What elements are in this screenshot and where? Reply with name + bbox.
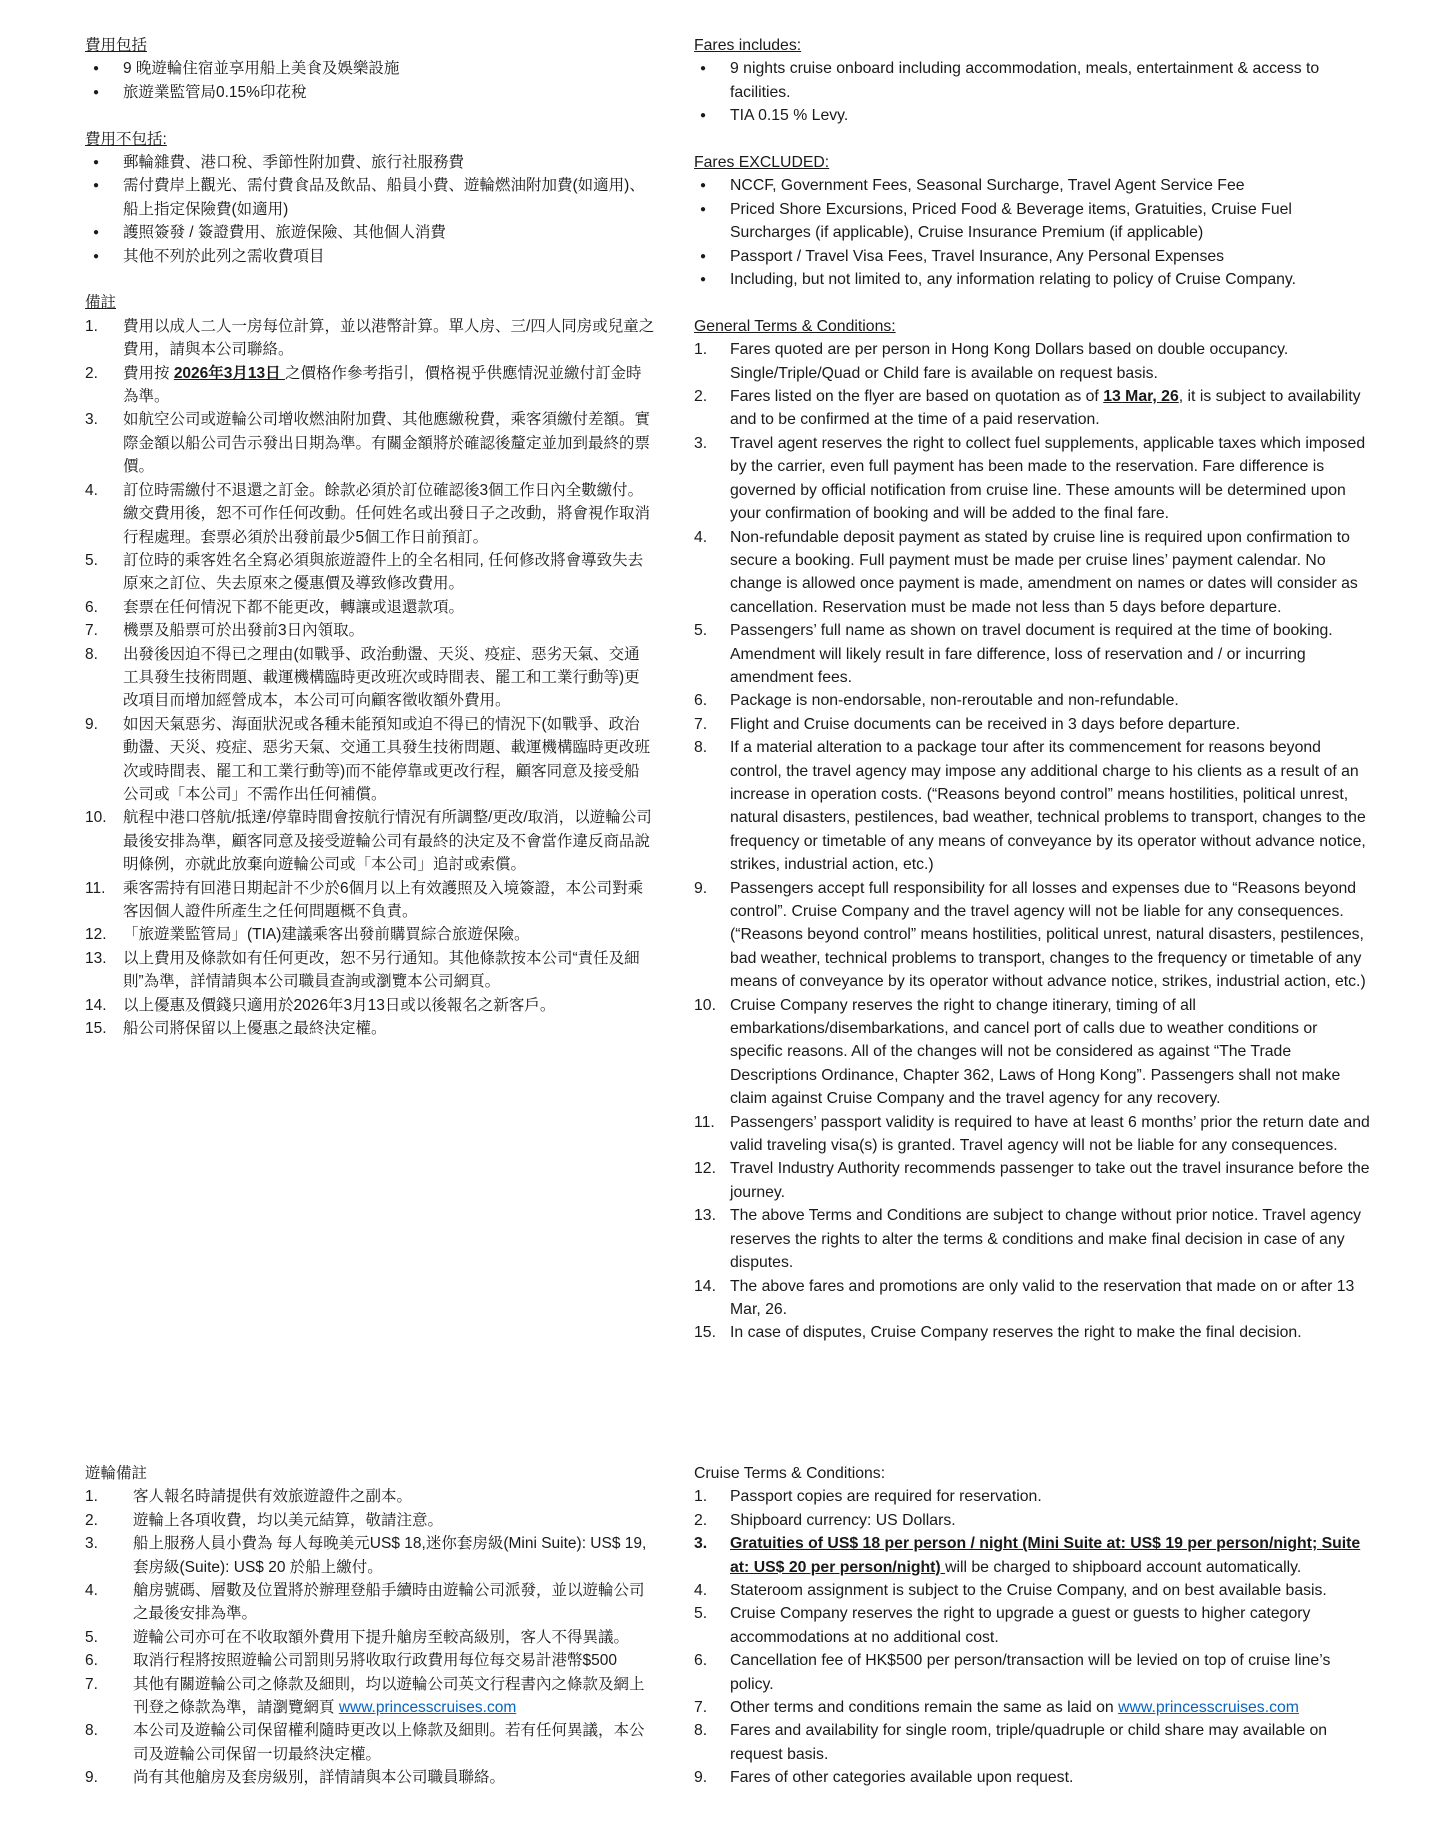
text-segment: 航程中港口啓航/抵達/停靠時間會按航行情況有所調整/更改/取消，以遊輪公司最後安排為準，顧客同意及接受遊輪公司有最終的決定及不會當作違反商品說明條例，亦就此放棄向遊輪公司或「本公司」追討或索償。 [123,809,652,874]
text-segment: Passport copies are required for reservation. [730,1488,1042,1506]
list-item [694,1649,1374,1696]
text-segment: Fares quoted are per person in Hong Kong Dollars based on double occupancy. Single/Triple/Quad or Child fare is available on request basis. [730,341,1289,382]
text-segment: Fares listed on the flyer are based on quotation as of [730,388,1104,406]
item-number: 4. [85,481,98,499]
item-text [730,57,1374,104]
item-number: 6. [85,1652,98,1670]
section-remarks-zh [85,291,655,1040]
item-text [730,385,1374,432]
text-segment: 費用以成人二人一房每位計算，並以港幣計算。單人房、三/四人同房或兒童之費用，請與本公司聯絡。 [123,317,655,359]
text-segment: 其他有關遊輪公司之條款及細則，均以遊輪公司英文行程書內之條款及網上刊登之條款為準，請瀏覽網頁 [133,1675,645,1717]
item-text [730,689,1374,712]
list-item [694,1719,1374,1766]
list-item [694,713,1374,736]
text-segment: 如航空公司或遊輪公司增收燃油附加費、其他應繳稅費，乘客須繳付差額。實際金額以船公司告示發出日期為準。有關金額將於確認後釐定並加到最終的票價。 [123,411,651,476]
list-item [85,713,655,807]
item-text [730,877,1374,994]
list-item [85,1719,655,1766]
item-text [730,198,1374,245]
item-text [730,1766,1374,1789]
section-general-terms-en [694,315,1374,1345]
bullet-icon: ● [700,180,707,192]
list-item [694,174,1374,197]
bullet-icon: ● [700,250,707,262]
item-number: 11. [85,879,106,897]
item-text [123,315,655,362]
item-number: 3. [85,1535,98,1553]
section-fares-exclude-en [694,151,1374,291]
text-segment: 以上費用及條款如有任何更改，恕不另行通知。其他條款按本公司“責任及細則”為準，詳情請與本公司職員查詢或瀏覽本公司網頁。 [123,949,640,991]
item-number: 6. [85,598,98,616]
text-segment: 旅遊業監管局0.15%印花稅 [123,83,307,101]
item-text [730,1111,1374,1158]
item-number: 12. [694,1160,716,1178]
item-number: 8. [85,1722,98,1740]
text-segment: Cancellation fee of HK$500 per person/transaction will be levied on top of cruise line’s policy. [730,1652,1331,1693]
item-number: 15. [694,1324,716,1342]
list-item [85,1579,655,1626]
list-item [85,1017,655,1040]
fares-include-list-en [694,57,1374,127]
item-text [123,408,655,478]
item-number: 9. [694,1769,708,1787]
text-segment: 護照簽發 / 簽證費用、旅遊保險、其他個人消費 [123,224,446,242]
bullet-icon: ● [700,203,707,215]
text-segment: Travel agent reserves the right to collect fuel supplements, applicable taxes which imposed by the carrier, even full payment has been made to the reservation. Fare difference is governed by official notification from cruise line. These amounts will be determined upon your confirmation of booking and will be added to the final fare. [730,434,1366,523]
text-segment: 尚有其他艙房及套房級別，詳情請與本公司職員聯絡。 [133,1769,506,1787]
list-item [694,526,1374,620]
item-text [730,1485,1374,1508]
text-segment: 船上服務人員小費為 每人每晚美元US$ 18,迷你套房級(Mini Suite): US$ 19, 套房級(Suite): US$ 20 於船上繳付。 [133,1535,647,1576]
bullet-icon: ● [93,250,100,262]
list-item [694,268,1374,291]
item-number: 6. [694,692,708,710]
item-text [730,1321,1374,1344]
item-number: 9. [694,879,708,897]
text-segment: 出發後因迫不得已之理由(如戰爭、政治動盪、天災、疫症、惡劣天氣、交通工具發生技術問題、載運機構臨時更改班次或時間表、罷工和工業行動等)更改項目而增加經營成本，本公司可向顧客徵收額外費用。 [123,645,640,710]
item-number: 4. [694,1582,708,1600]
fares-exclude-list-zh [85,151,655,268]
list-item [694,104,1374,127]
text-segment: The above Terms and Conditions are subject to change without prior notice. Travel agency reserves the rights to alter the terms & conditions and make final decision in case of any disputes. [730,1207,1362,1272]
text-segment: 如因天氣惡劣、海面狀況或各種未能預知或迫不得已的情況下(如戰爭、政治動盪、天災、疫症、惡劣天氣、交通工具發生技術問題、載運機構臨時更改班次或時間表、罷工和工業行動等)而不能停靠或更改行程，顧客同意及接受船公司或「本公司」不需作出任何補償。 [123,715,651,803]
text-segment: 機票及船票可於出發前3日內領取。 [123,622,365,640]
item-text [123,596,655,619]
list-item [85,619,655,642]
item-text [123,806,655,876]
item-text [730,1649,1374,1696]
item-text [133,1626,655,1649]
list-item [85,1485,655,1508]
english-column-top [694,34,1374,1345]
item-number: 10. [85,809,107,827]
list-item [694,1485,1374,1508]
list-item [694,245,1374,268]
general-terms-list-en [694,338,1374,1344]
heading-fares-include-zh: 費用包括 [85,37,148,54]
list-item [694,619,1374,689]
list-item [85,923,655,946]
list-item [85,174,655,221]
item-text [123,947,655,994]
item-text [133,1509,655,1532]
text-segment: 套票在任何情況下都不能更改，轉讓或退還款項。 [123,598,465,616]
item-text [730,1602,1374,1649]
list-item [85,151,655,174]
list-item [694,1602,1374,1649]
text-segment: Travel Industry Authority recommends passenger to take out the travel insurance before the journey. [730,1160,1370,1201]
english-column-bottom [694,1462,1374,1790]
item-number: 2. [85,1511,98,1529]
item-text [730,1509,1374,1532]
text-segment: will be charged to shipboard account automatically. [945,1558,1302,1576]
item-text [133,1673,655,1720]
item-text [730,1157,1374,1204]
item-text [133,1485,655,1508]
text-segment: Fares and availability for single room, triple/quadruple or child share may available on request basis. [730,1722,1328,1763]
heading-fares-exclude-zh: 費用不包括: [85,130,167,148]
bullet-icon: ● [93,157,100,169]
text-segment: 船公司將保留以上優惠之最終決定權。 [123,1020,387,1038]
item-text [730,1532,1374,1579]
item-text [730,1719,1374,1766]
text-segment: In case of disputes, Cruise Company reserves the right to make the final decision. [730,1324,1302,1342]
item-number: 2. [85,364,98,382]
item-number: 13. [694,1207,716,1225]
text-segment: Stateroom assignment is subject to the Cruise Company, and on best available basis. [730,1582,1327,1600]
section-cruise-remarks-zh [85,1462,655,1790]
list-item [694,1275,1374,1322]
list-item [85,806,655,876]
list-item [694,1157,1374,1204]
item-number: 12. [85,926,107,944]
bullet-icon: ● [93,180,100,192]
item-text [123,245,655,268]
item-text [123,81,655,104]
text-segment: Passengers’ full name as shown on travel document is required at the time of booking. Amendment will likely result in fare difference, loss of reservation and / or incurring amendment fees. [730,622,1333,686]
item-text [730,1696,1374,1719]
item-text [730,174,1374,197]
list-item [694,1204,1374,1274]
text-segment: 客人報名時請提供有效旅遊證件之副本。 [133,1488,413,1506]
item-number: 14. [694,1277,716,1295]
section-cruise-terms-en [694,1462,1374,1790]
text-segment: 費用按 [123,364,174,382]
text-segment: 9 nights cruise onboard including accommodation, meals, entertainment & access to facilities. [730,60,1320,101]
text-segment: 乘客需持有回港日期起計不少於6個月以上有效護照及入境簽證，本公司對乘客因個人證件所產生之任何問題概不負責。 [123,879,644,920]
text-segment: 遊輪公司亦可在不收取額外費用下提升艙房至較高級別，客人不得異議。 [133,1628,630,1646]
fares-include-list-zh [85,57,655,104]
item-text [133,1766,655,1789]
text-segment: Package is non-endorsable, non-reroutable and non-refundable. [730,692,1179,710]
item-text [123,994,655,1017]
text-segment: Including, but not limited to, any information relating to policy of Cruise Company. [730,271,1297,289]
item-text [133,1532,655,1579]
list-item [85,596,655,619]
list-item [694,1696,1374,1719]
text-segment: Cruise Company reserves the right to change itinerary, timing of all embarkations/disembarkations, and cancel port of calls due to weather conditions or specific reasons. All of the changes will not be considered as against “The Trade Descriptions Ordinance, Chapter 362, Laws of Hong Kong”. Passengers shall not make claim against Cruise Company and the travel agency for any recovery. [730,996,1341,1108]
list-item [694,877,1374,994]
heading-fares-exclude-en: Fares EXCLUDED: [694,154,830,172]
item-text [123,643,655,713]
section-fares-include-zh [85,34,655,104]
item-number: 7. [694,1699,708,1717]
section-fares-include-en [694,34,1374,128]
item-text [123,362,655,409]
item-text [730,104,1374,127]
item-number: 8. [694,1722,708,1740]
bullet-icon: ● [93,63,100,75]
item-number: 5. [694,1605,708,1623]
text-segment: Fares of other categories available upon request. [730,1769,1074,1787]
text-segment: 遊輪上各項收費，均以美元結算，敬請注意。 [133,1511,444,1529]
list-item [85,994,655,1017]
list-item [85,1766,655,1789]
item-text [123,713,655,807]
text-segment: 「旅遊業監管局」(TIA)建議乘客出發前購買綜合旅遊保險。 [123,926,530,944]
item-text [123,619,655,642]
item-number: 8. [85,645,98,663]
item-text [133,1719,655,1766]
item-number: 9. [85,1769,98,1787]
item-number: 4. [85,1582,98,1600]
list-item [694,1509,1374,1532]
item-number: 1. [85,1488,98,1506]
list-item [694,198,1374,245]
list-item [85,643,655,713]
text-segment: 其他不列於此列之需收費項目 [123,247,325,265]
item-number: 7. [694,715,708,733]
item-number: 1. [694,341,708,359]
item-text [123,923,655,946]
item-text [123,877,655,924]
text-segment: Other terms and conditions remain the same as laid on [730,1699,1119,1717]
item-number: 7. [85,1675,98,1693]
item-number: 1. [694,1488,708,1506]
list-item [694,689,1374,712]
list-item [85,947,655,994]
text-segment: 9 晚遊輪住宿並享用船上美食及娛樂設施 [123,60,400,78]
text-segment: TIA 0.15 % Levy. [730,107,849,125]
item-number: 5. [85,551,98,569]
list-item [694,1579,1374,1602]
text-segment: Passengers accept full responsibility for all losses and expenses due to “Reasons beyond control”. Cruise Company and the travel agency will not be liable for any consequences. (“Reasons beyond control” means hostilities, political unrest, natural disasters, pestilences, bad weather, technical problems to transport, changes to the frequency or timetable of any means of conveyance by its operator without advance notice, strikes, industrial action, etc.) [730,879,1366,991]
list-item [85,245,655,268]
list-item [694,338,1374,385]
item-number: 14. [85,996,107,1014]
item-text [133,1649,655,1672]
item-number: 5. [85,1628,98,1646]
list-item [694,385,1374,432]
list-item [85,1626,655,1649]
bullet-icon: ● [93,227,100,239]
text-segment: 取消行程將按照遊輪公司罰則另將收取行政費用每位每交易計港幣$500 [133,1652,617,1670]
text-segment: Flight and Cruise documents can be received in 3 days before departure. [730,715,1241,733]
list-item [694,57,1374,104]
heading-remarks-zh: 備註 [85,294,117,312]
item-text [730,1579,1374,1602]
item-text [730,245,1374,268]
text-segment: Passengers’ passport validity is required to have at least 6 months’ prior the return date and valid traveling visa(s) is granted. Travel agency will not be liable for any consequences. [730,1113,1370,1155]
text-segment: 訂位時的乘客姓名全寫必須與旅遊證件上的全名相同, 任何修改將會導致失去原來之訂位、失去原來之優惠價及導致修改費用。 [123,551,644,593]
item-text [123,479,655,549]
item-text [123,1017,655,1040]
heading-cruise-remarks-zh: 遊輪備註 [85,1465,148,1482]
chinese-column-top [85,34,655,1040]
fares-exclude-list-en [694,174,1374,291]
cruise-remarks-list-zh [85,1485,655,1789]
text-segment: 需付費岸上觀光、需付費食品及飲品、船員小費、遊輪燃油附加費(如適用)、船上指定保險費(如適用) [123,177,645,218]
text-segment: 2026年3月13日 [173,364,285,382]
text-segment: Cruise Company reserves the right to upgrade a guest or guests to higher category accommodations at no additional cost. [730,1605,1311,1646]
list-item [85,57,655,80]
item-number: 1. [85,317,98,335]
list-item [85,479,655,549]
text-segment: Non-refundable deposit payment as stated by cruise line is required upon confirmation to secure a booking. Full payment must be made per cruise lines’ payment calendar. No change is allowed once payment is made, amendment on names or dates will consider as cancellation. Reservation must be made not less than 5 days before departure. [730,528,1358,616]
item-text [123,151,655,174]
list-item [85,1649,655,1672]
list-item [694,1766,1374,1789]
list-item [85,877,655,924]
text-segment: 以上優惠及價錢只適用於2026年3月13日或以後報名之新客戶。 [123,996,556,1014]
item-number: 10. [694,996,716,1014]
item-number: 3. [85,411,98,429]
section-fares-exclude-zh [85,128,655,268]
item-number: 2. [694,388,708,406]
list-item [694,1111,1374,1158]
bullet-icon: ● [700,110,707,122]
item-number: 8. [694,739,708,757]
heading-general-terms-en: General Terms & Conditions: [694,317,896,335]
princess-cruises-link[interactable]: www.princesscruises.com [338,1699,517,1717]
remarks-list-zh [85,315,655,1041]
list-item [694,1321,1374,1344]
item-number: 5. [694,622,708,640]
list-item [694,432,1374,526]
text-segment: 之價格作參考指引，價格視乎供應情況並繳付訂金時為準。 [123,364,642,406]
bullet-icon: ● [700,274,707,286]
item-text [730,619,1374,689]
text-segment: Passport / Travel Visa Fees, Travel Insurance, Any Personal Expenses [730,247,1225,265]
text-segment: 訂位時需繳付不退還之訂金。餘款必須於訂位確認後3個工作日內全數繳付。繳交費用後，恕不可作任何改動。任何姓名或出發日子之改動，將會視作取消行程處理。套票必須於出發前最少5個工作日前預訂。 [123,481,651,546]
text-segment: NCCF, Government Fees, Seasonal Surcharge, Travel Agent Service Fee [730,177,1245,195]
item-number: 9. [85,715,98,733]
list-item [85,315,655,362]
item-number: 7. [85,622,98,640]
text-segment: Gratuities of US$ 18 per person / night (Mini Suite at: US$ 19 per person/night; Suite at: US$ 20 per person/night) [730,1535,1361,1576]
item-number: 3. [694,434,708,452]
item-text [123,174,655,221]
item-text [730,1204,1374,1274]
text-segment: Priced Shore Excursions, Priced Food & Beverage items, Gratuities, Cruise Fuel Surcharges (if applicable), Cruise Insurance Premium (if applicable) [730,200,1292,242]
text-segment: If a material alteration to a package tour after its commencement for reasons beyond control, the travel agency may impose any additional charge to his clients as a result of an increase in operation costs. (“Reasons beyond control” means hostilities, political unrest, natural disasters, pestilences, bad weather, technical problems to transport, changes to the frequency or timetable of any means of conveyance by its operator without advance notice, strikes, industrial action, etc.) [730,739,1366,874]
item-text [730,713,1374,736]
list-item [85,221,655,244]
item-text [123,57,655,80]
list-item [85,1509,655,1532]
item-text [133,1579,655,1626]
list-item [694,1532,1374,1579]
bullet-icon: ● [93,86,100,98]
item-text [123,221,655,244]
list-item [85,549,655,596]
item-text [730,268,1374,291]
list-item [694,994,1374,1111]
item-text [730,1275,1374,1322]
item-text [730,736,1374,876]
text-segment: Shipboard currency: US Dollars. [730,1511,956,1529]
item-text [730,994,1374,1111]
bullet-icon: ● [700,63,707,75]
text-segment: 本公司及遊輪公司保留權利隨時更改以上條款及細則。若有任何異議，本公司及遊輪公司保留一切最終決定權。 [133,1722,645,1763]
text-segment: , it is subject to availability and to be confirmed at the time of a paid reservation. [730,388,1361,429]
item-number: 6. [694,1652,708,1670]
text-segment: 13 Mar, 26 [1103,388,1179,406]
item-number: 15. [85,1020,107,1038]
item-text [730,432,1374,526]
list-item [85,362,655,409]
item-text [123,549,655,596]
item-number: 2. [694,1511,708,1529]
list-item [694,736,1374,876]
item-number: 13. [85,949,107,967]
item-number: 3. [694,1535,708,1553]
list-item [85,81,655,104]
list-item [85,408,655,478]
princess-cruises-link[interactable]: www.princesscruises.com [1118,1699,1299,1717]
item-text [730,526,1374,620]
text-segment: 艙房號碼、層數及位置將於辦理登船手續時由遊輪公司派發，並以遊輪公司之最後安排為準。 [133,1582,645,1623]
cruise-terms-list-en [694,1485,1374,1789]
text-segment: The above fares and promotions are only valid to the reservation that made on or after 13 Mar, 26. [730,1277,1355,1318]
item-text [730,338,1374,385]
chinese-column-bottom [85,1462,655,1790]
heading-cruise-terms-en: Cruise Terms & Conditions: [694,1465,886,1482]
list-item [85,1532,655,1579]
heading-fares-include-en: Fares includes: [694,37,802,54]
item-number: 11. [694,1113,715,1131]
list-item [85,1673,655,1720]
text-segment: 郵輪雜費、港口稅、季節性附加費、旅行社服務費 [123,154,465,172]
item-number: 4. [694,528,708,546]
